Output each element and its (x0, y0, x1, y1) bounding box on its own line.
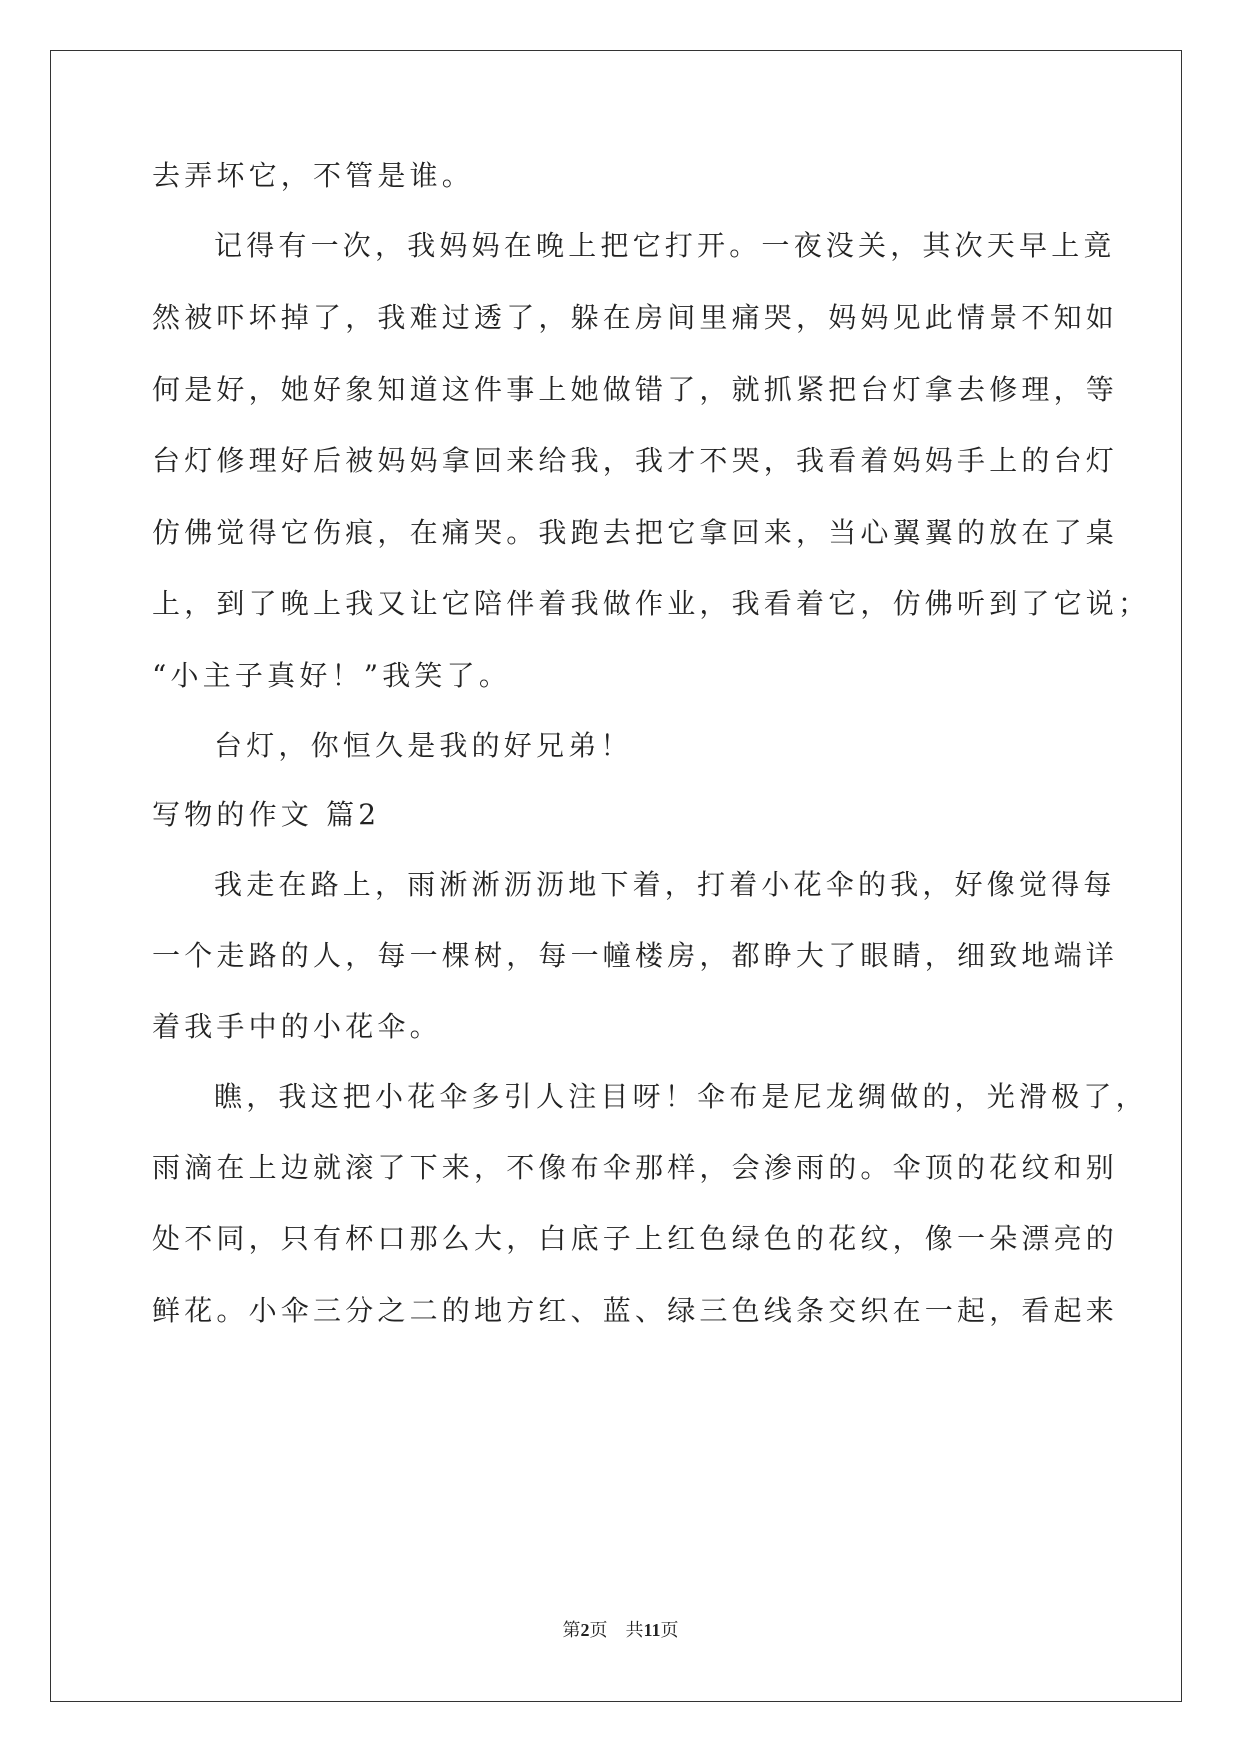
paragraph-start-line: 我走在路上，雨淅淅沥沥地下着，打着小花伞的我，好像觉得每 (214, 868, 1116, 901)
footer-total-unit: 页 (660, 1620, 679, 1640)
text-line: 着我手中的小花伞。 (152, 1010, 442, 1043)
text-line: 仿佛觉得它伤痕，在痛哭。我跑去把它拿回来，当心翼翼的放在了桌 (152, 516, 1119, 549)
footer-total-prefix: 共 (625, 1620, 644, 1640)
footer-prefix: 第 (562, 1620, 581, 1640)
text-line: 鲜花。小伞三分之二的地方红、蓝、绿三色线条交织在一起，看起来 (152, 1294, 1119, 1327)
footer-page-unit: 页 (589, 1620, 608, 1640)
text-line: “小主子真好！”我笑了。 (152, 659, 512, 692)
text-line: 处不同，只有杯口那么大，白底子上红色绿色的花纹，像一朵漂亮的 (152, 1222, 1119, 1255)
current-page-number: 2 (580, 1620, 590, 1640)
total-page-count: 11 (643, 1620, 661, 1640)
text-line: 一个走路的人，每一棵树，每一幢楼房，都睁大了眼睛，细致地端详 (152, 939, 1119, 972)
text-line: 雨滴在上边就滚了下来，不像布伞那样，会渗雨的。伞顶的花纹和别 (152, 1151, 1119, 1184)
text-line: 然被吓坏掉了，我难过透了，躲在房间里痛哭，妈妈见此情景不知如 (152, 301, 1119, 334)
section-heading: 写物的作文 篇2 (152, 798, 381, 831)
page-footer (0, 1618, 1241, 1642)
text-line: 去弄坏它，不管是谁。 (152, 159, 475, 192)
text-line: 台灯修理好后被妈妈拿回来给我，我才不哭，我看着妈妈手上的台灯 (152, 444, 1119, 477)
paragraph-start-line: 瞧，我这把小花伞多引人注目呀！伞布是尼龙绸做的，光滑极了， (214, 1080, 1148, 1113)
text-line: 何是好，她好象知道这件事上她做错了，就抓紧把台灯拿去修理，等 (152, 373, 1119, 406)
paragraph-start-line: 台灯，你恒久是我的好兄弟！ (214, 729, 633, 762)
text-line: 上，到了晚上我又让它陪伴着我做作业，我看着它，仿佛听到了它说； (152, 587, 1151, 620)
paragraph-start-line: 记得有一次，我妈妈在晚上把它打开。一夜没关，其次天早上竟 (214, 229, 1116, 262)
